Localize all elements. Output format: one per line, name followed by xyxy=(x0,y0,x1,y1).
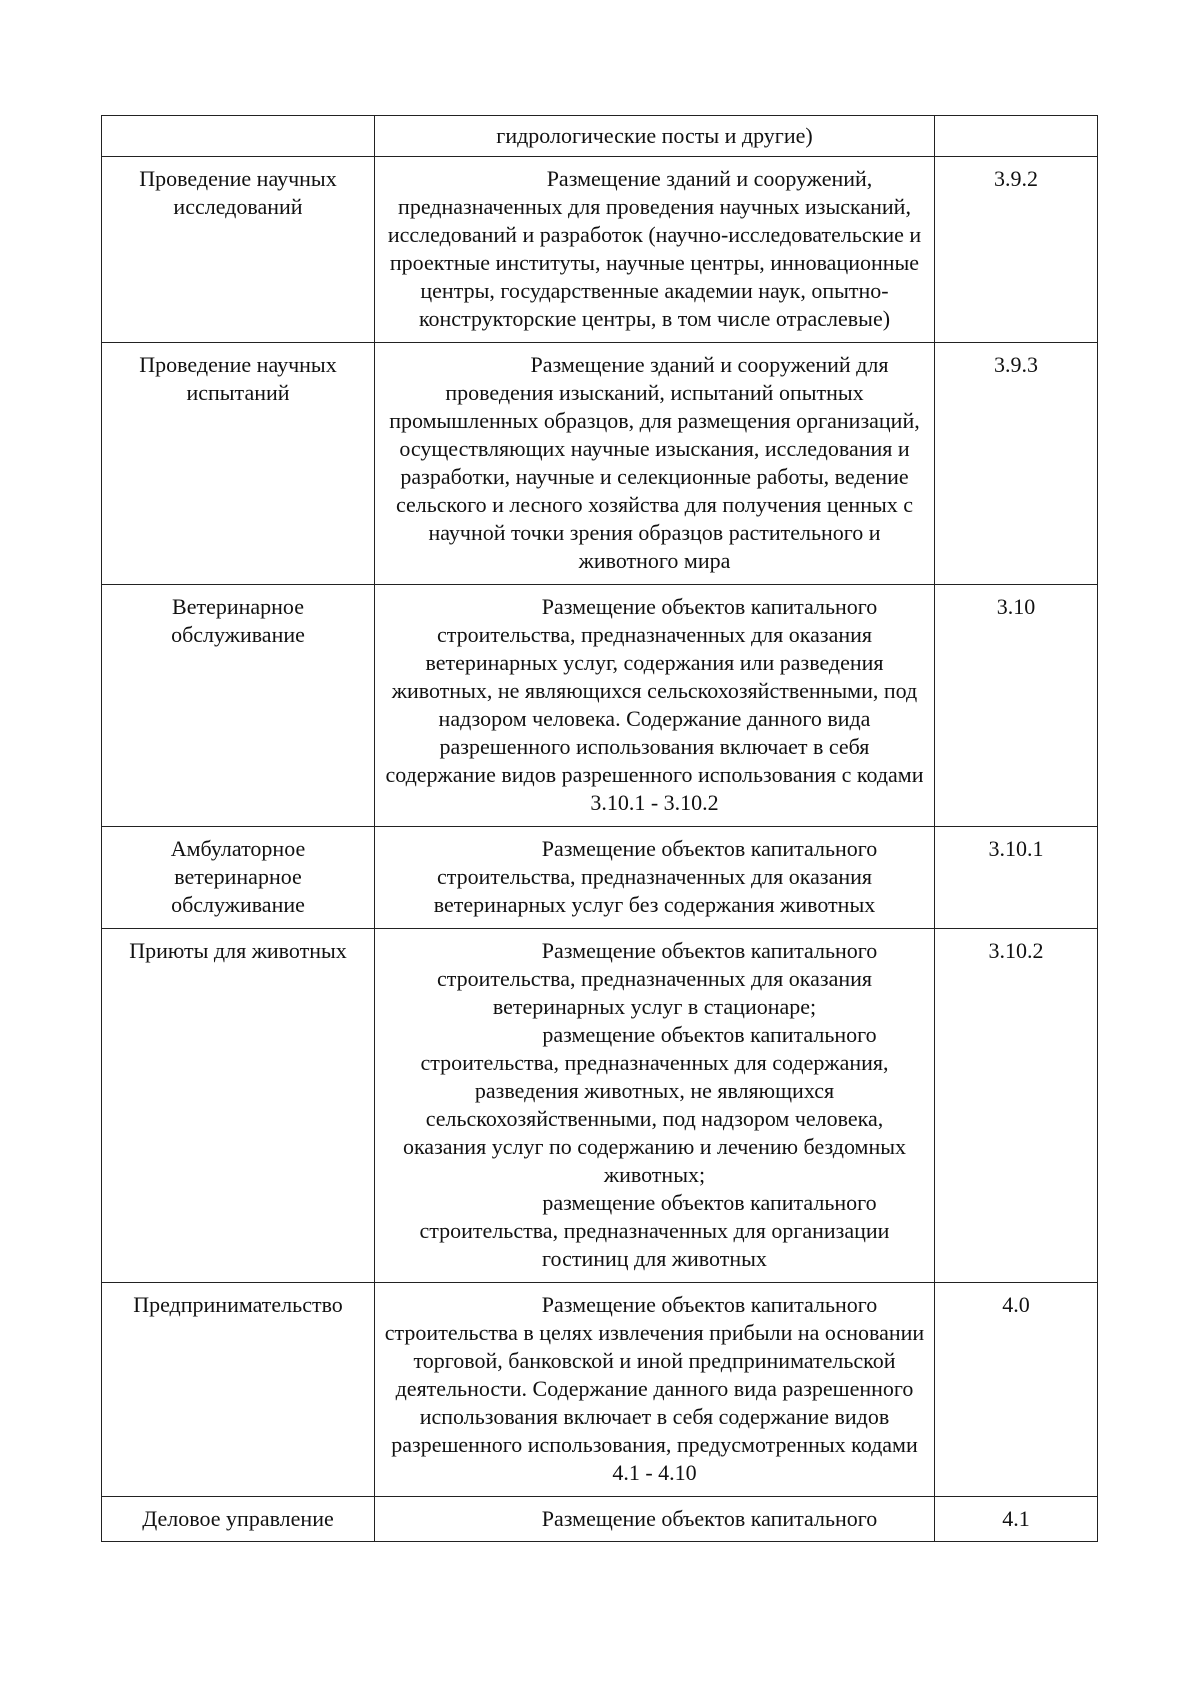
use-type-name: Приюты для животных xyxy=(102,929,375,1283)
use-type-name: Проведение научных испытаний xyxy=(102,343,375,585)
table-row xyxy=(102,585,1098,827)
use-type-description xyxy=(375,157,935,343)
description-paragraph: размещение объектов капитального строительства, предназначенных для содержания, разведения животных, не являющихся сельскохозяйственными, под надзором человека, оказания услуг по содержанию и лечению бездомных животных; xyxy=(402,1022,907,1187)
use-type-code: 4.0 xyxy=(935,1283,1098,1497)
use-type-code xyxy=(935,116,1098,157)
description-paragraph: Размещение объектов капитального строительства, предназначенных для оказания ветеринарных услуг, содержания или разведения животных, не являющихся сельскохозяйственными, под надзором человека. Содержание данного вида разрешенного использования включает в себя содержание видов разрешенного использования с кодами 3.10.1 - 3.10.2 xyxy=(385,594,924,815)
table-row xyxy=(102,1497,1098,1542)
table-body xyxy=(102,116,1098,1542)
table-row xyxy=(102,343,1098,585)
table-row xyxy=(102,116,1098,157)
use-type-code: 3.9.3 xyxy=(935,343,1098,585)
description-paragraph: Размещение зданий и сооружений, предназначенных для проведения научных изысканий, исследований и разработок (научно-исследовательские и проектные институты, научные центры, инновационные центры, государственные академии наук, опытно-конструкторские центры, в том числе отраслевые) xyxy=(387,166,922,331)
table-row xyxy=(102,929,1098,1283)
use-type-description xyxy=(375,116,935,157)
use-type-code: 3.10.2 xyxy=(935,929,1098,1283)
table-row xyxy=(102,827,1098,929)
use-type-name: Ветеринарное обслуживание xyxy=(102,585,375,827)
description-paragraph: гидрологические посты и другие) xyxy=(496,123,813,148)
use-type-description xyxy=(375,343,935,585)
use-type-description xyxy=(375,1283,935,1497)
use-type-description xyxy=(375,585,935,827)
description-paragraph: Размещение объектов капитального строительства, предназначенных для оказания ветеринарных услуг в стационаре; xyxy=(436,938,878,1019)
use-type-description xyxy=(375,929,935,1283)
description-paragraph: Размещение объектов капитального xyxy=(541,1506,878,1531)
description-paragraph: Размещение объектов капитального строительства, предназначенных для оказания ветеринарных услуг без содержания животных xyxy=(433,836,878,917)
use-type-description xyxy=(375,827,935,929)
description-paragraph: размещение объектов капитального строительства, предназначенных для организации гостиниц для животных xyxy=(419,1190,890,1271)
use-type-name: Амбулаторное ветеринарное обслуживание xyxy=(102,827,375,929)
description-paragraph: Размещение объектов капитального строительства в целях извлечения прибыли на основании торговой, банковской и иной предпринимательской деятельности. Содержание данного вида разрешенного использования включает в себя содержание видов разрешенного использования, предусмотренных кодами 4.1 - 4.10 xyxy=(384,1292,925,1485)
use-type-name: Предпринимательство xyxy=(102,1283,375,1497)
use-type-code: 3.9.2 xyxy=(935,157,1098,343)
description-paragraph: Размещение зданий и сооружений для проведения изысканий, испытаний опытных промышленных образцов, для размещения организаций, осуществляющих научные изыскания, исследования и разработки, научные и селекционные работы, ведение сельского и лесного хозяйства для получения ценных с научной точки зрения образцов растительного и животного мира xyxy=(389,352,920,573)
use-type-code: 3.10 xyxy=(935,585,1098,827)
use-type-name: Деловое управление xyxy=(102,1497,375,1542)
land-use-table xyxy=(101,115,1098,1542)
use-type-code: 3.10.1 xyxy=(935,827,1098,929)
use-type-name: Проведение научных исследований xyxy=(102,157,375,343)
use-type-description xyxy=(375,1497,935,1542)
table-row xyxy=(102,1283,1098,1497)
use-type-code: 4.1 xyxy=(935,1497,1098,1542)
use-type-name xyxy=(102,116,375,157)
table-row xyxy=(102,157,1098,343)
